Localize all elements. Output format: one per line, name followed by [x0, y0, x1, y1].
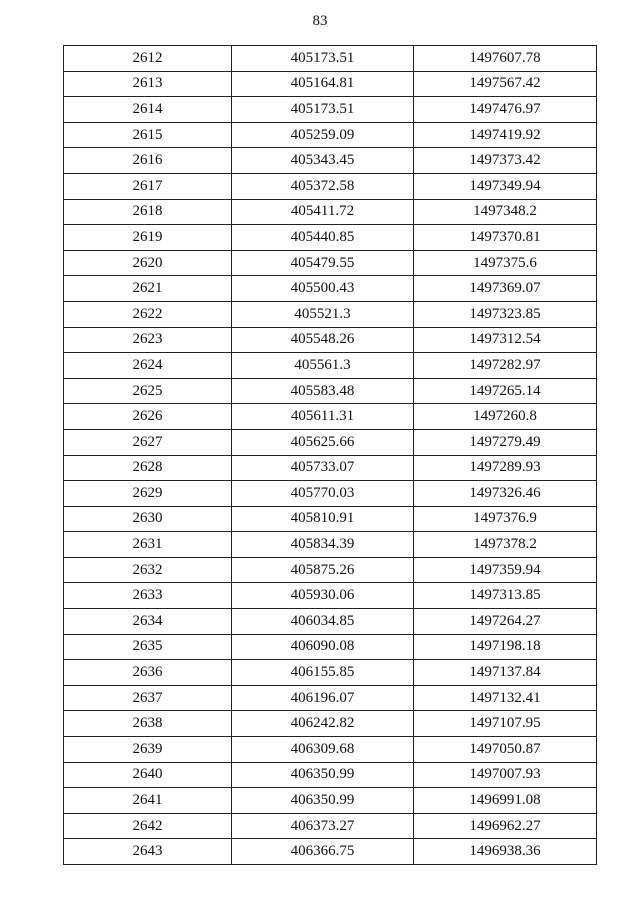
x-coordinate-cell: 405164.81: [232, 71, 414, 97]
table-row: [64, 173, 597, 199]
x-coordinate-cell: 405834.39: [232, 532, 414, 558]
y-coordinate-cell: 1497198.18: [414, 634, 597, 660]
table-row: [64, 557, 597, 583]
x-coordinate-cell: 405583.48: [232, 378, 414, 404]
point-number-cell: 2643: [64, 839, 232, 865]
table-row: [64, 378, 597, 404]
point-number-cell: 2635: [64, 634, 232, 660]
point-number-cell: 2621: [64, 276, 232, 302]
point-number-cell: 2629: [64, 481, 232, 507]
x-coordinate-cell: 405810.91: [232, 506, 414, 532]
point-number-cell: 2626: [64, 404, 232, 430]
y-coordinate-cell: 1497376.9: [414, 506, 597, 532]
x-coordinate-cell: 405173.51: [232, 46, 414, 72]
table-row: [64, 455, 597, 481]
point-number-cell: 2619: [64, 225, 232, 251]
point-number-cell: 2620: [64, 250, 232, 276]
y-coordinate-cell: 1497313.85: [414, 583, 597, 609]
x-coordinate-cell: 406309.68: [232, 737, 414, 763]
coordinate-table: [63, 45, 597, 865]
page-number: 83: [312, 13, 328, 29]
table-row: [64, 762, 597, 788]
table-row: [64, 301, 597, 327]
table-row: [64, 429, 597, 455]
y-coordinate-cell: 1497132.41: [414, 685, 597, 711]
table-row: [64, 532, 597, 558]
y-coordinate-cell: 1497607.78: [414, 46, 597, 72]
table-row: [64, 711, 597, 737]
point-number-cell: 2636: [64, 660, 232, 686]
y-coordinate-cell: 1497264.27: [414, 609, 597, 635]
y-coordinate-cell: 1497279.49: [414, 429, 597, 455]
point-number-cell: 2634: [64, 609, 232, 635]
table-row: [64, 481, 597, 507]
x-coordinate-cell: 405561.3: [232, 353, 414, 379]
x-coordinate-cell: 406034.85: [232, 609, 414, 635]
point-number-cell: 2639: [64, 737, 232, 763]
table-row: [64, 660, 597, 686]
x-coordinate-cell: 406373.27: [232, 813, 414, 839]
point-number-cell: 2618: [64, 199, 232, 225]
y-coordinate-cell: 1497265.14: [414, 378, 597, 404]
coordinate-table-body: [64, 46, 597, 865]
x-coordinate-cell: 405372.58: [232, 173, 414, 199]
table-row: [64, 71, 597, 97]
table-row: [64, 609, 597, 635]
y-coordinate-cell: 1497373.42: [414, 148, 597, 174]
y-coordinate-cell: 1497369.07: [414, 276, 597, 302]
x-coordinate-cell: 405875.26: [232, 557, 414, 583]
x-coordinate-cell: 405173.51: [232, 97, 414, 123]
table-row: [64, 353, 597, 379]
x-coordinate-cell: 405770.03: [232, 481, 414, 507]
table-row: [64, 122, 597, 148]
point-number-cell: 2612: [64, 46, 232, 72]
table-row: [64, 199, 597, 225]
point-number-cell: 2617: [64, 173, 232, 199]
y-coordinate-cell: 1497323.85: [414, 301, 597, 327]
y-coordinate-cell: 1497260.8: [414, 404, 597, 430]
x-coordinate-cell: 406090.08: [232, 634, 414, 660]
table-row: [64, 327, 597, 353]
x-coordinate-cell: 406350.99: [232, 788, 414, 814]
table-row: [64, 813, 597, 839]
point-number-cell: 2616: [64, 148, 232, 174]
table-row: [64, 276, 597, 302]
table-row: [64, 46, 597, 72]
point-number-cell: 2637: [64, 685, 232, 711]
x-coordinate-cell: 406196.07: [232, 685, 414, 711]
point-number-cell: 2622: [64, 301, 232, 327]
point-number-cell: 2640: [64, 762, 232, 788]
y-coordinate-cell: 1497007.93: [414, 762, 597, 788]
point-number-cell: 2627: [64, 429, 232, 455]
x-coordinate-cell: 405411.72: [232, 199, 414, 225]
x-coordinate-cell: 405930.06: [232, 583, 414, 609]
y-coordinate-cell: 1497476.97: [414, 97, 597, 123]
y-coordinate-cell: 1497289.93: [414, 455, 597, 481]
x-coordinate-cell: 406366.75: [232, 839, 414, 865]
x-coordinate-cell: 405479.55: [232, 250, 414, 276]
point-number-cell: 2625: [64, 378, 232, 404]
y-coordinate-cell: 1497359.94: [414, 557, 597, 583]
y-coordinate-cell: 1497349.94: [414, 173, 597, 199]
table-row: [64, 634, 597, 660]
x-coordinate-cell: 405548.26: [232, 327, 414, 353]
y-coordinate-cell: 1497567.42: [414, 71, 597, 97]
y-coordinate-cell: 1497282.97: [414, 353, 597, 379]
x-coordinate-cell: 405440.85: [232, 225, 414, 251]
point-number-cell: 2641: [64, 788, 232, 814]
point-number-cell: 2614: [64, 97, 232, 123]
table-row: [64, 250, 597, 276]
point-number-cell: 2642: [64, 813, 232, 839]
point-number-cell: 2633: [64, 583, 232, 609]
point-number-cell: 2628: [64, 455, 232, 481]
x-coordinate-cell: 405521.3: [232, 301, 414, 327]
table-row: [64, 225, 597, 251]
table-row: [64, 583, 597, 609]
x-coordinate-cell: 405259.09: [232, 122, 414, 148]
y-coordinate-cell: 1497348.2: [414, 199, 597, 225]
y-coordinate-cell: 1497107.95: [414, 711, 597, 737]
y-coordinate-cell: 1497370.81: [414, 225, 597, 251]
y-coordinate-cell: 1497312.54: [414, 327, 597, 353]
x-coordinate-cell: 405733.07: [232, 455, 414, 481]
y-coordinate-cell: 1496938.36: [414, 839, 597, 865]
table-row: [64, 788, 597, 814]
x-coordinate-cell: 406350.99: [232, 762, 414, 788]
point-number-cell: 2631: [64, 532, 232, 558]
table-row: [64, 148, 597, 174]
x-coordinate-cell: 405343.45: [232, 148, 414, 174]
table-row: [64, 404, 597, 430]
x-coordinate-cell: 406155.85: [232, 660, 414, 686]
table-row: [64, 97, 597, 123]
x-coordinate-cell: 406242.82: [232, 711, 414, 737]
x-coordinate-cell: 405500.43: [232, 276, 414, 302]
y-coordinate-cell: 1496991.08: [414, 788, 597, 814]
point-number-cell: 2615: [64, 122, 232, 148]
y-coordinate-cell: 1497050.87: [414, 737, 597, 763]
y-coordinate-cell: 1497378.2: [414, 532, 597, 558]
y-coordinate-cell: 1497375.6: [414, 250, 597, 276]
point-number-cell: 2630: [64, 506, 232, 532]
y-coordinate-cell: 1497137.84: [414, 660, 597, 686]
point-number-cell: 2623: [64, 327, 232, 353]
y-coordinate-cell: 1496962.27: [414, 813, 597, 839]
table-row: [64, 737, 597, 763]
point-number-cell: 2624: [64, 353, 232, 379]
table-row: [64, 839, 597, 865]
x-coordinate-cell: 405625.66: [232, 429, 414, 455]
point-number-cell: 2613: [64, 71, 232, 97]
point-number-cell: 2632: [64, 557, 232, 583]
table-row: [64, 685, 597, 711]
point-number-cell: 2638: [64, 711, 232, 737]
y-coordinate-cell: 1497419.92: [414, 122, 597, 148]
x-coordinate-cell: 405611.31: [232, 404, 414, 430]
y-coordinate-cell: 1497326.46: [414, 481, 597, 507]
table-row: [64, 506, 597, 532]
